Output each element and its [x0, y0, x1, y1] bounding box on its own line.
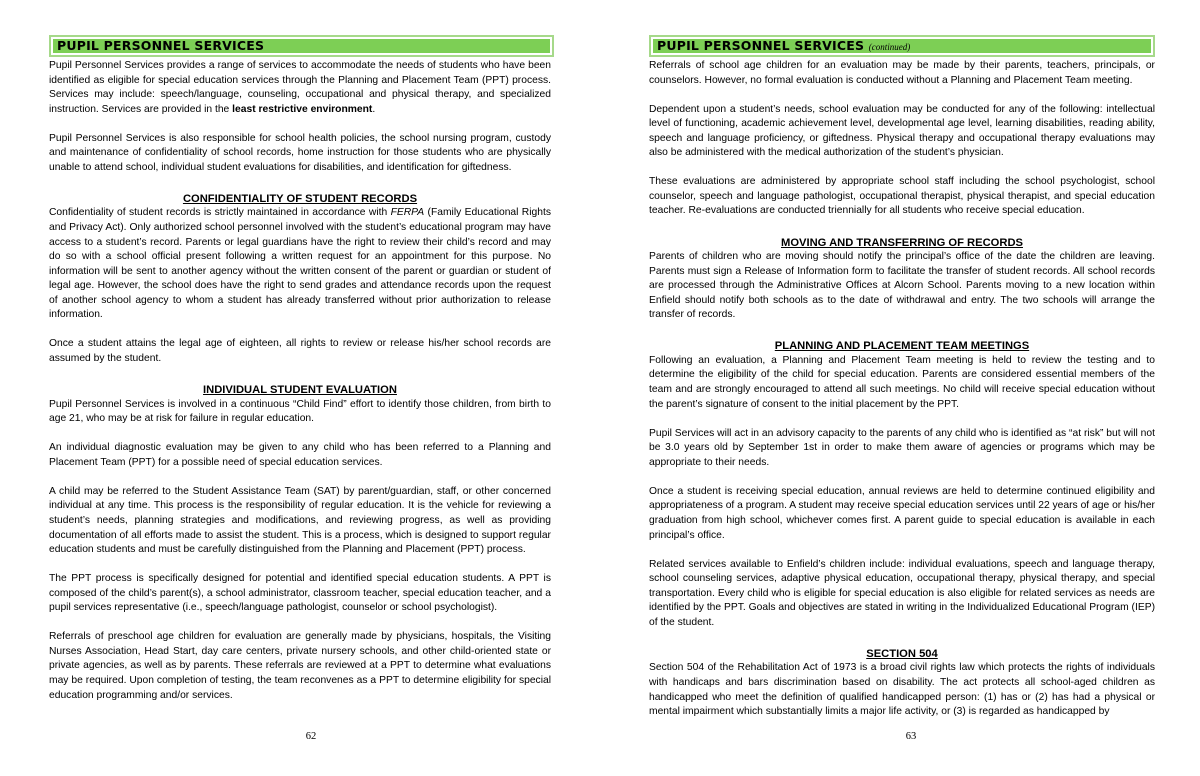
- section-504-paragraph: Section 504 of the Rehabilitation Act of 1973 is a broad civil rights law which protects the rights of individuals with handicaps and bars discrimination based on disability. The act protects all school-aged children as handicapped who meet the definition of qualified handicapped person: (1) has or (2) has had a physical or mental impairment which substantially limits a major life activity, or (3) is regarded as handicapped by: [649, 662, 1155, 718]
- heading-evaluation: INDIVIDUAL STUDENT EVALUATION: [203, 384, 397, 397]
- ppt-paragraph-1: Following an evaluation, a Planning and Placement Team meeting is held to review the testing and to determine the eligibility of the child for special education. Parents are considered essential members of the team and are strongly encouraged to attend all such meetings. No child will receive special education without the parent’s signature of consent to the initial placement by the PPT.: [649, 354, 1155, 410]
- intro-end: .: [372, 103, 376, 115]
- conf-text-b: (Family Educational Rights and Privacy Act). Only authorized school personnel involved with the student’s educational program may have access to a student’s record. Parents or legal guardians have the right to review their child’s record and may do so with a school official present following a written request for an appointment for this purpose. No information will be sent to another agency without the written consent of the parent or guardian or student of legal age. However, the school does have the right to send grades and attendance records upon the request of another school agency to whom a student has already transferred without prior authorization to release information.: [49, 207, 551, 321]
- section-banner-continued: [649, 35, 1155, 57]
- intro-text: Pupil Personnel Services provides a range of services to accommodate the needs of students who have been identified as eligible for special education services through the Planning and Placement Team (PPT) process. Services may include: speech/language, counseling, occupational and physical therapy, and specialized instruction. Services are provided in the: [49, 60, 551, 115]
- heading-ppt-meetings: PLANNING AND PLACEMENT TEAM MEETINGS: [774, 340, 1030, 353]
- evaluation-paragraph-5: Referrals of preschool age children for evaluation are generally made by physicians, hospitals, the Visiting Nurses Association, Head Start, day care centers, private nursery schools, and other child-oriented state or private agencies, as well as by parents. These referrals are reviewed at a PPT to determine what evaluations may be required. Upon completion of testing, the team reconvenes as a PPT to determine eligibility for special education programming and/or services.: [49, 631, 551, 701]
- heading-moving: MOVING AND TRANSFERRING OF RECORDS: [781, 236, 1023, 249]
- ppt-paragraph-4: Related services available to Enfield’s children include: individual evaluations, speech and language therapy, school counseling services, adaptive physical education, occupational therapy, physical therapy, and special transportation. Every child who is eligible for special education is also eligible for related services as needs are identified by the PPT. Goals and objectives are stated in writing in the Individualized Educational Program (IEP) of the student.: [649, 558, 1155, 628]
- left-column: [49, 59, 551, 703]
- intro-paragraph-1: [49, 59, 551, 117]
- intro-paragraph-2: Pupil Personnel Services is also responsible for school health policies, the school nursing program, custody and maintenance of confidentiality of school records, home instruction for those students who are physically unable to attend school, individual student evaluations for disabilities, and identification for giftedness.: [49, 132, 551, 173]
- evaluation-paragraph-3: A child may be referred to the Student Assistance Team (SAT) by parent/guardian, staff, or other concerned individual at any time. This process is the responsibility of regular education. It is the vehicle for reviewing a student’s needs, planning strategies and modifications, and reviewing progress, as well as providing documentation of all efforts made to assist the student. This is a process, which is designed to support regular education students and must be carefully distinguished from the Planning and Placement (PPT) process.: [49, 485, 551, 556]
- heading-confidentiality: CONFIDENTIALITY OF STUDENT RECORDS: [182, 192, 418, 205]
- section-banner-title-continued: [653, 39, 1151, 53]
- least-restrictive-term: least restrictive environment: [232, 103, 373, 115]
- confidentiality-paragraph-2: Once a student attains the legal age of eighteen, all rights to review or release his/her school records are assumed by the student.: [49, 338, 551, 364]
- ppt-paragraph-3: Once a student is receiving special education, annual reviews are held to determine continued eligibility and appropriateness of a program. A student may receive special education services until 22 years of age or his/her graduation from high school, whichever comes first. A parent guide to special education is available in each principal’s office.: [649, 485, 1155, 541]
- ferpa-term: FERPA: [390, 207, 425, 219]
- ppt-paragraph-2: Pupil Services will act in an advisory capacity to the parents of any child who is identified as “at risk” but will not be 3.0 years old by September 1st in order to make them aware of agencies or programs which may be appropriate to their needs.: [649, 427, 1155, 468]
- evaluation-types-paragraph: Dependent upon a student’s needs, school evaluation may be conducted for any of the following: intellectual level of functioning, academic achievement level, developmental age level, learning disabilities, reading ability, speech and language proficiency, or giftedness. Physical therapy and occupational therapy evaluations may also be administered with the medical authorization of the student’s physician.: [649, 103, 1155, 159]
- banner-title-text: PUPIL PERSONNEL SERVICES: [657, 38, 865, 53]
- referrals-paragraph: Referrals of school age children for an evaluation may be made by their parents, teachers, principals, or counselors. However, no formal evaluation is conducted without a Planning and Placement Team meeting.: [649, 60, 1155, 86]
- right-column: [649, 59, 1155, 720]
- evaluation-staff-paragraph: These evaluations are administered by appropriate school staff including the school psychologist, school counselor, speech and language pathologist, occupational therapist, physical therapist, and special education teacher. Re-evaluations are conducted triennially for all students who receive special education.: [649, 176, 1155, 217]
- moving-paragraph: Parents of children who are moving should notify the principal’s office of the date the children are leaving. Parents must sign a Release of Information form to facilitate the transfer of student records. All school records are processed through the Administrative Offices at Alcorn School. Parents moving to a new location within Enfield should notify both schools as to the date of withdrawal and entry. The two schools will arrange the transfer of records.: [649, 251, 1155, 321]
- right-page: [600, 0, 1200, 776]
- evaluation-paragraph-4: The PPT process is specifically designed for potential and identified special education students. A PPT is composed of the child’s parent(s), a school administrator, classroom teacher, special education teacher, and a pupil services representative (i.e., speech/language pathologist, counselor or school psychologist).: [49, 573, 551, 614]
- section-banner-title: PUPIL PERSONNEL SERVICES: [53, 39, 550, 53]
- section-banner: [49, 35, 554, 57]
- continued-label: (continued): [868, 42, 911, 52]
- conf-text-a: Confidentiality of student records is strictly maintained in accordance with: [49, 207, 391, 219]
- evaluation-paragraph-2: An individual diagnostic evaluation may be given to any child who has been referred to a Planning and Placement Team (PPT) for a possible need of special education services.: [49, 442, 551, 468]
- confidentiality-paragraph-1: [49, 206, 551, 322]
- page-number-left: 62: [305, 731, 317, 742]
- evaluation-paragraph-1: Pupil Personnel Services is involved in a continuous “Child Find” effort to identify those children, from birth to age 21, who may be at risk for failure in regular education.: [49, 398, 551, 425]
- heading-section-504: SECTION 504: [866, 647, 938, 660]
- page-number-right: 63: [905, 731, 917, 742]
